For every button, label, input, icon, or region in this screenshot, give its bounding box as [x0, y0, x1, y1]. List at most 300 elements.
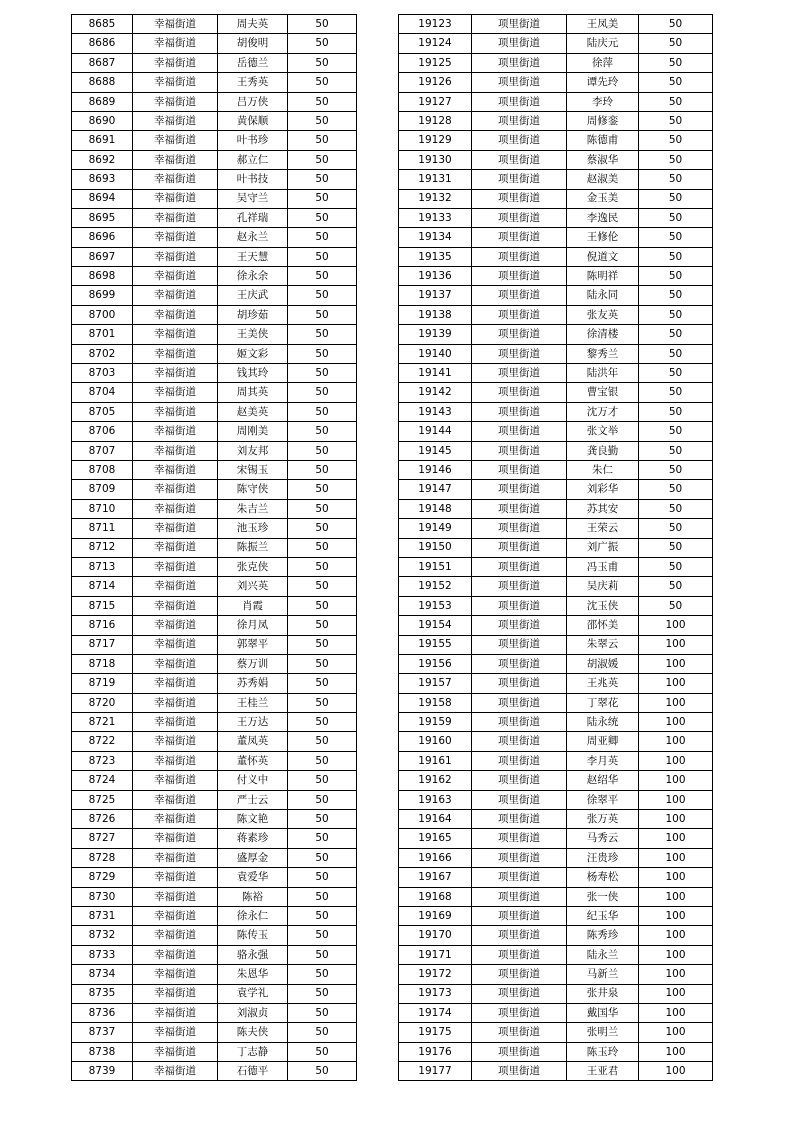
- serial-number-cell: 19147: [399, 480, 472, 499]
- serial-number-cell: 8689: [72, 92, 133, 111]
- serial-number-cell: 19165: [399, 829, 472, 848]
- street-cell: 幸福街道: [133, 868, 218, 887]
- street-cell: 幸福街道: [133, 286, 218, 305]
- name-cell: 冯玉甫: [567, 557, 639, 576]
- name-cell: 王兆英: [567, 674, 639, 693]
- table-row: [72, 422, 357, 441]
- table-row: [72, 616, 357, 635]
- amount-cell: 50: [639, 170, 713, 189]
- name-cell: 陆永兰: [567, 945, 639, 964]
- table-row: [399, 810, 713, 829]
- name-cell: 王天慧: [218, 247, 288, 266]
- amount-cell: 50: [639, 150, 713, 169]
- serial-number-cell: 8698: [72, 267, 133, 286]
- table-row: [72, 441, 357, 460]
- name-cell: 苏其安: [567, 499, 639, 518]
- amount-cell: 50: [288, 92, 357, 111]
- street-cell: 项里街道: [472, 499, 567, 518]
- table-row: [399, 325, 713, 344]
- amount-cell: 50: [288, 189, 357, 208]
- amount-cell: 50: [639, 596, 713, 615]
- table-row: [72, 499, 357, 518]
- name-cell: 王秀英: [218, 73, 288, 92]
- serial-number-cell: 8725: [72, 790, 133, 809]
- street-cell: 幸福街道: [133, 480, 218, 499]
- table-row: [72, 1062, 357, 1081]
- amount-cell: 50: [288, 887, 357, 906]
- amount-cell: 50: [288, 732, 357, 751]
- amount-cell: 50: [639, 325, 713, 344]
- street-cell: 幸福街道: [133, 674, 218, 693]
- street-cell: 项里街道: [472, 189, 567, 208]
- table-row: [399, 111, 713, 130]
- serial-number-cell: 19133: [399, 208, 472, 227]
- table-row: [72, 771, 357, 790]
- table-row: [72, 654, 357, 673]
- serial-number-cell: 8716: [72, 616, 133, 635]
- name-cell: 陈守侠: [218, 480, 288, 499]
- amount-cell: 100: [639, 848, 713, 867]
- table-row: [399, 984, 713, 1003]
- amount-cell: 50: [288, 596, 357, 615]
- name-cell: 李逸民: [567, 208, 639, 227]
- table-row: [72, 247, 357, 266]
- table-row: [399, 635, 713, 654]
- table-row: [399, 1023, 713, 1042]
- serial-number-cell: 19170: [399, 926, 472, 945]
- amount-cell: 50: [288, 616, 357, 635]
- street-cell: 项里街道: [472, 577, 567, 596]
- name-cell: 朱仁: [567, 460, 639, 479]
- serial-number-cell: 19174: [399, 1003, 472, 1022]
- name-cell: 沈万才: [567, 402, 639, 421]
- name-cell: 陈明祥: [567, 267, 639, 286]
- table-row: [399, 868, 713, 887]
- table-row: [72, 111, 357, 130]
- amount-cell: 50: [639, 92, 713, 111]
- name-cell: 岳德兰: [218, 53, 288, 72]
- amount-cell: 100: [639, 616, 713, 635]
- amount-cell: 100: [639, 926, 713, 945]
- table-row: [399, 208, 713, 227]
- amount-cell: 50: [639, 499, 713, 518]
- serial-number-cell: 19164: [399, 810, 472, 829]
- serial-number-cell: 8735: [72, 984, 133, 1003]
- serial-number-cell: 19126: [399, 73, 472, 92]
- table-row: [72, 577, 357, 596]
- street-cell: 项里街道: [472, 34, 567, 53]
- serial-number-cell: 8720: [72, 693, 133, 712]
- serial-number-cell: 8712: [72, 538, 133, 557]
- name-cell: 陈裕: [218, 887, 288, 906]
- name-cell: 陈秀珍: [567, 926, 639, 945]
- serial-number-cell: 8687: [72, 53, 133, 72]
- name-cell: 黎秀兰: [567, 344, 639, 363]
- table-row: [399, 460, 713, 479]
- street-cell: 项里街道: [472, 286, 567, 305]
- serial-number-cell: 8734: [72, 965, 133, 984]
- serial-number-cell: 8730: [72, 887, 133, 906]
- name-cell: 陆永统: [567, 713, 639, 732]
- amount-cell: 50: [288, 810, 357, 829]
- amount-cell: 50: [639, 422, 713, 441]
- name-cell: 蔡万训: [218, 654, 288, 673]
- street-cell: 项里街道: [472, 654, 567, 673]
- amount-cell: 50: [288, 771, 357, 790]
- serial-number-cell: 8713: [72, 557, 133, 576]
- serial-number-cell: 8711: [72, 519, 133, 538]
- serial-number-cell: 8701: [72, 325, 133, 344]
- serial-number-cell: 19160: [399, 732, 472, 751]
- serial-number-cell: 8700: [72, 305, 133, 324]
- street-cell: 幸福街道: [133, 984, 218, 1003]
- table-row: [399, 73, 713, 92]
- serial-number-cell: 8688: [72, 73, 133, 92]
- name-cell: 纪玉华: [567, 906, 639, 925]
- name-cell: 赵淑美: [567, 170, 639, 189]
- serial-number-cell: 8719: [72, 674, 133, 693]
- name-cell: 赵绍华: [567, 771, 639, 790]
- table-row: [72, 480, 357, 499]
- amount-cell: 50: [288, 131, 357, 150]
- serial-number-cell: 8706: [72, 422, 133, 441]
- amount-cell: 50: [639, 460, 713, 479]
- amount-cell: 50: [639, 557, 713, 576]
- table-row: [72, 34, 357, 53]
- name-cell: 郝立仁: [218, 150, 288, 169]
- street-cell: 幸福街道: [133, 228, 218, 247]
- left-table: [71, 14, 357, 1081]
- table-row: [399, 15, 713, 34]
- street-cell: 幸福街道: [133, 383, 218, 402]
- name-cell: 周修銮: [567, 111, 639, 130]
- street-cell: 幸福街道: [133, 732, 218, 751]
- table-row: [399, 305, 713, 324]
- table-row: [399, 732, 713, 751]
- serial-number-cell: 19152: [399, 577, 472, 596]
- street-cell: 幸福街道: [133, 887, 218, 906]
- street-cell: 项里街道: [472, 616, 567, 635]
- amount-cell: 50: [288, 1062, 357, 1081]
- table-row: [72, 267, 357, 286]
- serial-number-cell: 19139: [399, 325, 472, 344]
- street-cell: 幸福街道: [133, 422, 218, 441]
- street-cell: 项里街道: [472, 422, 567, 441]
- amount-cell: 50: [288, 693, 357, 712]
- serial-number-cell: 8728: [72, 848, 133, 867]
- name-cell: 陆洪年: [567, 364, 639, 383]
- name-cell: 李月英: [567, 751, 639, 770]
- amount-cell: 100: [639, 887, 713, 906]
- street-cell: 项里街道: [472, 635, 567, 654]
- serial-number-cell: 8709: [72, 480, 133, 499]
- table-row: [72, 344, 357, 363]
- serial-number-cell: 19144: [399, 422, 472, 441]
- table-row: [399, 480, 713, 499]
- amount-cell: 100: [639, 1042, 713, 1061]
- name-cell: 刘彩华: [567, 480, 639, 499]
- amount-cell: 100: [639, 693, 713, 712]
- serial-number-cell: 8738: [72, 1042, 133, 1061]
- street-cell: 幸福街道: [133, 771, 218, 790]
- name-cell: 吴守兰: [218, 189, 288, 208]
- street-cell: 项里街道: [472, 771, 567, 790]
- table-row: [399, 383, 713, 402]
- serial-number-cell: 19143: [399, 402, 472, 421]
- table-row: [399, 1042, 713, 1061]
- street-cell: 项里街道: [472, 732, 567, 751]
- name-cell: 王庆武: [218, 286, 288, 305]
- amount-cell: 50: [288, 926, 357, 945]
- table-row: [399, 674, 713, 693]
- serial-number-cell: 19128: [399, 111, 472, 130]
- table-row: [72, 131, 357, 150]
- street-cell: 幸福街道: [133, 34, 218, 53]
- serial-number-cell: 19161: [399, 751, 472, 770]
- table-row: [399, 92, 713, 111]
- amount-cell: 50: [639, 441, 713, 460]
- amount-cell: 50: [288, 984, 357, 1003]
- name-cell: 刘淑贞: [218, 1003, 288, 1022]
- serial-number-cell: 8703: [72, 364, 133, 383]
- serial-number-cell: 19125: [399, 53, 472, 72]
- name-cell: 沈玉侠: [567, 596, 639, 615]
- table-row: [72, 829, 357, 848]
- street-cell: 项里街道: [472, 674, 567, 693]
- serial-number-cell: 8705: [72, 402, 133, 421]
- name-cell: 盛厚金: [218, 848, 288, 867]
- table-row: [399, 499, 713, 518]
- amount-cell: 100: [639, 1062, 713, 1081]
- name-cell: 张文举: [567, 422, 639, 441]
- serial-number-cell: 8686: [72, 34, 133, 53]
- table-row: [399, 441, 713, 460]
- table-row: [399, 771, 713, 790]
- amount-cell: 50: [639, 15, 713, 34]
- table-row: [399, 616, 713, 635]
- street-cell: 项里街道: [472, 945, 567, 964]
- table-row: [399, 926, 713, 945]
- amount-cell: 50: [288, 538, 357, 557]
- street-cell: 项里街道: [472, 538, 567, 557]
- street-cell: 项里街道: [472, 1003, 567, 1022]
- street-cell: 幸福街道: [133, 53, 218, 72]
- table-row: [399, 1062, 713, 1081]
- name-cell: 倪道文: [567, 247, 639, 266]
- amount-cell: 50: [288, 906, 357, 925]
- serial-number-cell: 19169: [399, 906, 472, 925]
- name-cell: 杨寿松: [567, 868, 639, 887]
- name-cell: 徐永余: [218, 267, 288, 286]
- amount-cell: 100: [639, 965, 713, 984]
- amount-cell: 50: [288, 247, 357, 266]
- serial-number-cell: 8727: [72, 829, 133, 848]
- name-cell: 王桂兰: [218, 693, 288, 712]
- table-row: [399, 364, 713, 383]
- street-cell: 项里街道: [472, 751, 567, 770]
- amount-cell: 100: [639, 635, 713, 654]
- serial-number-cell: 19167: [399, 868, 472, 887]
- street-cell: 幸福街道: [133, 1023, 218, 1042]
- name-cell: 叶书技: [218, 170, 288, 189]
- serial-number-cell: 19134: [399, 228, 472, 247]
- street-cell: 项里街道: [472, 480, 567, 499]
- name-cell: 郭翠平: [218, 635, 288, 654]
- street-cell: 幸福街道: [133, 247, 218, 266]
- street-cell: 幸福街道: [133, 693, 218, 712]
- name-cell: 丁志静: [218, 1042, 288, 1061]
- table-row: [72, 325, 357, 344]
- street-cell: 项里街道: [472, 693, 567, 712]
- amount-cell: 50: [639, 480, 713, 499]
- serial-number-cell: 19155: [399, 635, 472, 654]
- table-row: [72, 53, 357, 72]
- street-cell: 幸福街道: [133, 131, 218, 150]
- street-cell: 项里街道: [472, 713, 567, 732]
- name-cell: 曹宝银: [567, 383, 639, 402]
- table-row: [72, 1042, 357, 1061]
- name-cell: 王亚君: [567, 1062, 639, 1081]
- table-row: [72, 751, 357, 770]
- serial-number-cell: 19177: [399, 1062, 472, 1081]
- street-cell: 幸福街道: [133, 810, 218, 829]
- name-cell: 龚良勤: [567, 441, 639, 460]
- name-cell: 王美侠: [218, 325, 288, 344]
- street-cell: 项里街道: [472, 344, 567, 363]
- table-row: [399, 965, 713, 984]
- name-cell: 蒋素珍: [218, 829, 288, 848]
- serial-number-cell: 19123: [399, 15, 472, 34]
- amount-cell: 50: [639, 111, 713, 130]
- serial-number-cell: 19129: [399, 131, 472, 150]
- serial-number-cell: 8692: [72, 150, 133, 169]
- name-cell: 徐永仁: [218, 906, 288, 925]
- serial-number-cell: 8702: [72, 344, 133, 363]
- name-cell: 张一侠: [567, 887, 639, 906]
- amount-cell: 100: [639, 771, 713, 790]
- table-row: [399, 34, 713, 53]
- serial-number-cell: 19166: [399, 848, 472, 867]
- serial-number-cell: 8707: [72, 441, 133, 460]
- name-cell: 宋锡玉: [218, 460, 288, 479]
- street-cell: 幸福街道: [133, 635, 218, 654]
- amount-cell: 100: [639, 674, 713, 693]
- amount-cell: 50: [288, 965, 357, 984]
- street-cell: 项里街道: [472, 267, 567, 286]
- table-row: [399, 267, 713, 286]
- street-cell: 项里街道: [472, 150, 567, 169]
- serial-number-cell: 8737: [72, 1023, 133, 1042]
- amount-cell: 50: [288, 945, 357, 964]
- serial-number-cell: 8715: [72, 596, 133, 615]
- amount-cell: 100: [639, 945, 713, 964]
- amount-cell: 50: [639, 131, 713, 150]
- street-cell: 幸福街道: [133, 267, 218, 286]
- amount-cell: 50: [288, 150, 357, 169]
- name-cell: 张明兰: [567, 1023, 639, 1042]
- table-row: [399, 286, 713, 305]
- right-table: [398, 14, 713, 1081]
- name-cell: 周刚美: [218, 422, 288, 441]
- serial-number-cell: 19124: [399, 34, 472, 53]
- name-cell: 陈文艳: [218, 810, 288, 829]
- serial-number-cell: 8723: [72, 751, 133, 770]
- street-cell: 幸福街道: [133, 150, 218, 169]
- table-row: [399, 887, 713, 906]
- amount-cell: 100: [639, 713, 713, 732]
- street-cell: 幸福街道: [133, 364, 218, 383]
- amount-cell: 50: [639, 364, 713, 383]
- street-cell: 项里街道: [472, 111, 567, 130]
- street-cell: 项里街道: [472, 790, 567, 809]
- table-row: [72, 402, 357, 421]
- name-cell: 骆永强: [218, 945, 288, 964]
- name-cell: 叶书珍: [218, 131, 288, 150]
- amount-cell: 100: [639, 654, 713, 673]
- name-cell: 朱翠云: [567, 635, 639, 654]
- serial-number-cell: 19148: [399, 499, 472, 518]
- name-cell: 朱吉兰: [218, 499, 288, 518]
- street-cell: 项里街道: [472, 325, 567, 344]
- name-cell: 赵美英: [218, 402, 288, 421]
- name-cell: 马新兰: [567, 965, 639, 984]
- street-cell: 幸福街道: [133, 538, 218, 557]
- table-row: [72, 538, 357, 557]
- table-row: [399, 848, 713, 867]
- name-cell: 胡淑媛: [567, 654, 639, 673]
- amount-cell: 50: [639, 305, 713, 324]
- amount-cell: 50: [639, 228, 713, 247]
- street-cell: 幸福街道: [133, 1062, 218, 1081]
- name-cell: 蔡淑华: [567, 150, 639, 169]
- street-cell: 幸福街道: [133, 713, 218, 732]
- name-cell: 姬文彩: [218, 344, 288, 363]
- serial-number-cell: 19153: [399, 596, 472, 615]
- table-row: [72, 519, 357, 538]
- amount-cell: 100: [639, 790, 713, 809]
- street-cell: 幸福街道: [133, 965, 218, 984]
- name-cell: 陈德甫: [567, 131, 639, 150]
- amount-cell: 50: [288, 460, 357, 479]
- amount-cell: 50: [288, 635, 357, 654]
- table-row: [72, 364, 357, 383]
- table-row: [399, 519, 713, 538]
- amount-cell: 50: [639, 73, 713, 92]
- serial-number-cell: 19146: [399, 460, 472, 479]
- table-row: [399, 538, 713, 557]
- table-row: [72, 674, 357, 693]
- table-row: [399, 53, 713, 72]
- serial-number-cell: 19137: [399, 286, 472, 305]
- amount-cell: 50: [288, 1023, 357, 1042]
- name-cell: 吕万侠: [218, 92, 288, 111]
- name-cell: 周亚卿: [567, 732, 639, 751]
- serial-number-cell: 19130: [399, 150, 472, 169]
- amount-cell: 50: [639, 189, 713, 208]
- serial-number-cell: 19157: [399, 674, 472, 693]
- table-row: [72, 906, 357, 925]
- left-table-body: [72, 15, 357, 1081]
- street-cell: 项里街道: [472, 247, 567, 266]
- table-row: [399, 557, 713, 576]
- serial-number-cell: 19156: [399, 654, 472, 673]
- name-cell: 陆永同: [567, 286, 639, 305]
- amount-cell: 50: [639, 383, 713, 402]
- street-cell: 幸福街道: [133, 654, 218, 673]
- street-cell: 项里街道: [472, 829, 567, 848]
- serial-number-cell: 8694: [72, 189, 133, 208]
- street-cell: 项里街道: [472, 131, 567, 150]
